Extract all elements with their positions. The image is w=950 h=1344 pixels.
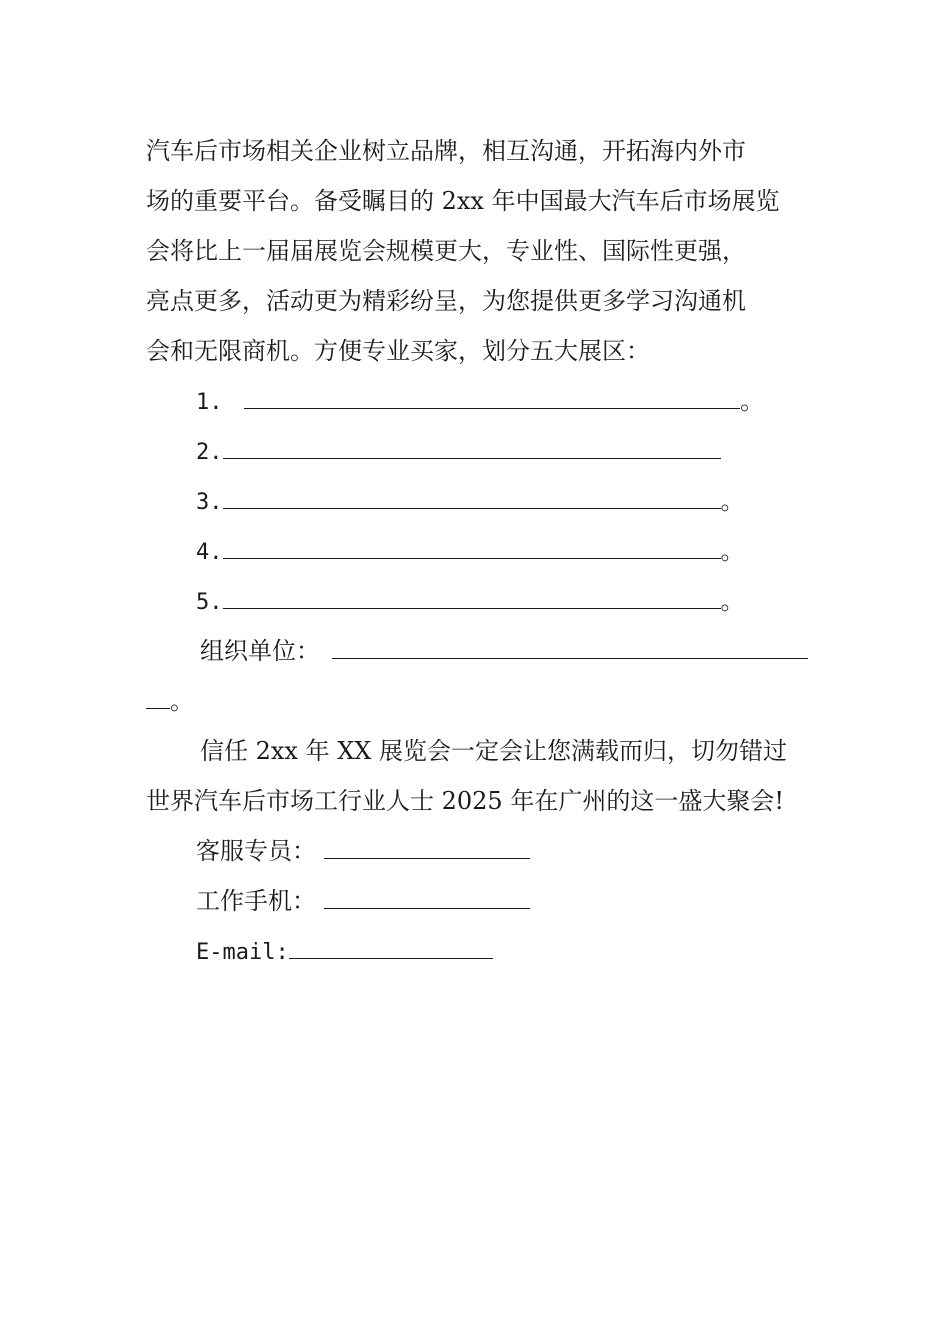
paragraph-1-line-5: 会和无限商机。方便专业买家，划分五大展区：	[146, 337, 650, 365]
organizer-label: 组织单位：	[200, 637, 320, 665]
organizer-end: 。	[170, 687, 194, 715]
zone-blank	[244, 386, 740, 409]
phone-label: 工作手机：	[196, 887, 316, 915]
phone-blank	[324, 886, 530, 909]
service-blank	[324, 836, 530, 859]
zone-item	[196, 436, 721, 468]
contact-phone	[196, 886, 530, 916]
zone-number: 2.	[196, 440, 223, 465]
paragraph-1-line-4: 亮点更多，活动更为精彩纷呈，为您提供更多学习沟通机	[146, 287, 746, 315]
paragraph-2-line-1: 信任 2xx 年 XX 展览会一定会让您满载而归，切勿错过	[200, 737, 788, 765]
zone-item	[196, 536, 745, 568]
contact-email	[196, 936, 493, 968]
organizer-line	[200, 636, 808, 666]
zone-number: 5.	[196, 590, 223, 615]
zone-end: 。	[740, 387, 765, 415]
organizer-line-cont	[146, 686, 194, 716]
organizer-blank-cont	[146, 686, 170, 709]
zone-item	[196, 386, 764, 418]
contact-service	[196, 836, 530, 866]
organizer-blank	[332, 636, 808, 659]
zone-end: 。	[720, 587, 745, 615]
zone-blank	[223, 436, 721, 459]
paragraph-1-line-1: 汽车后市场相关企业树立品牌，相互沟通，开拓海内外市	[146, 137, 746, 165]
zone-item	[196, 486, 745, 518]
zone-item	[196, 586, 745, 618]
zone-number: 1.	[196, 390, 223, 415]
zone-blank	[223, 586, 721, 609]
zone-end: 。	[720, 537, 745, 565]
email-label: E-mail:	[196, 940, 289, 965]
paragraph-1-line-2: 场的重要平台。备受瞩目的 2xx 年中国最大汽车后市场展览	[146, 187, 780, 215]
paragraph-2-line-2: 世界汽车后市场工行业人士 2025 年在广州的这一盛大聚会!	[146, 787, 784, 815]
zone-blank	[223, 536, 721, 559]
service-label: 客服专员：	[196, 837, 316, 865]
zone-end: 。	[720, 487, 745, 515]
zone-blank	[223, 486, 721, 509]
zone-number: 4.	[196, 540, 223, 565]
paragraph-1-line-3: 会将比上一届届展览会规模更大，专业性、国际性更强，	[146, 237, 746, 265]
email-blank	[289, 936, 493, 959]
zone-number: 3.	[196, 490, 223, 515]
